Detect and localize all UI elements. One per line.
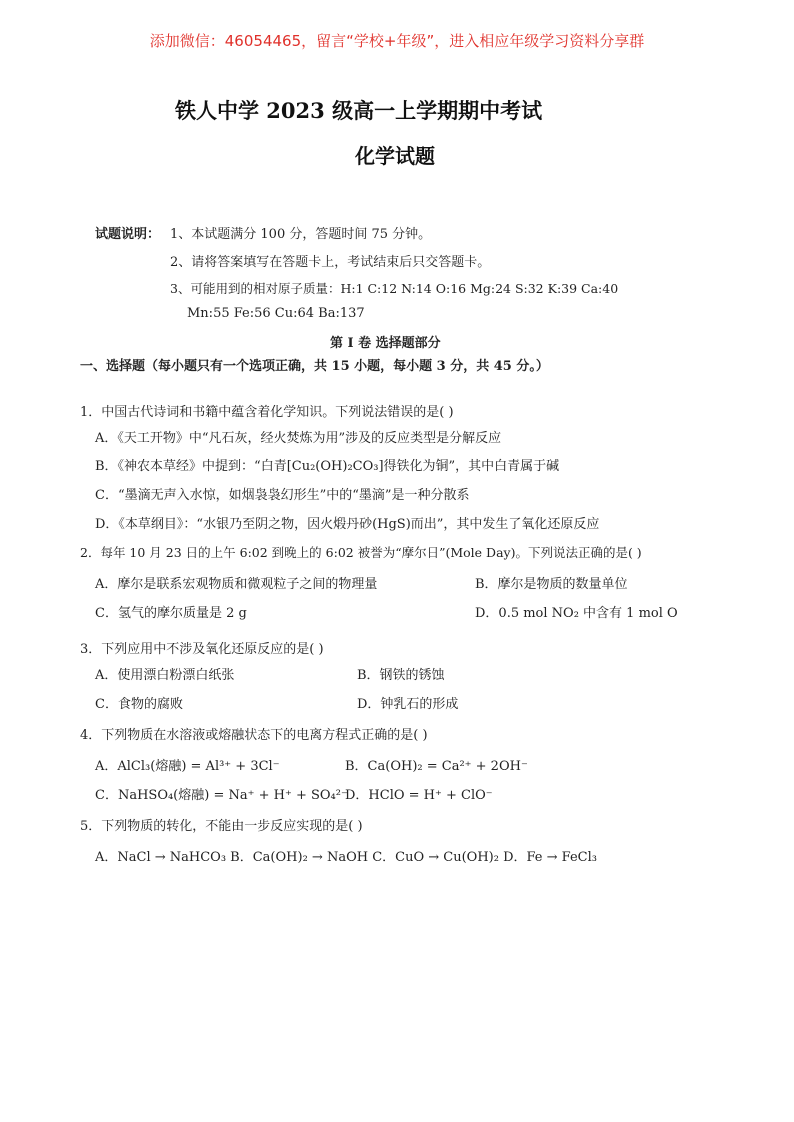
part1-heading: 一、选择题（每小题只有一个选项正确，共 15 小题，每小题 3 分，共 45 分。） (80, 359, 549, 374)
question-stem: 4．下列物质在水溶液或熔融状态下的电离方程式正确的是( ) (80, 728, 428, 743)
exam-title: 铁人中学 2023 级高一上学期期中考试 (175, 98, 543, 123)
option-a: A．《天工开物》中“凡石灰，经火焚炼为用”涉及的反应类型是分解反应 (95, 431, 502, 446)
question-stem: 5．下列物质的转化，不能由一步反应实现的是( ) (80, 819, 363, 834)
option-c: C．氢气的摩尔质量是 2 g (95, 606, 247, 621)
exam-subtitle: 化学试题 (355, 144, 435, 168)
instructions-label: 试题说明： (95, 227, 161, 242)
option-b: B．《神农本草经》中提到：“白青[Cu₂(OH)₂CO₃]得铁化为铜”，其中白青属于碱 (95, 459, 560, 474)
option-c: C．食物的腐败 (95, 697, 183, 712)
option-a: A．摩尔是联系宏观物质和微观粒子之间的物理量 (95, 577, 378, 592)
question-stem: 3．下列应用中不涉及氧化还原反应的是( ) (80, 642, 324, 657)
option-c: C．“墨滴无声入水惊，如烟袅袅幻形生”中的“墨滴”是一种分散系 (95, 488, 470, 503)
option-d: D．《本草纲目》：“水银乃至阴之物，因火煅丹砂(HgS)而出”，其中发生了氧化还原反应 (95, 517, 600, 532)
instruction-item-3-continued: Mn:55 Fe:56 Cu:64 Ba:137 (187, 306, 365, 321)
question-stem: 2．每年 10 月 23 日的上午 6:02 到晚上的 6:02 被誉为“摩尔日”(Mole Day)。下列说法正确的是( ) (80, 545, 642, 560)
instruction-item-3: 3、可能用到的相对原子质量：H:1 C:12 N:14 O:16 Mg:24 S:32 K:39 Ca:40 (170, 281, 619, 296)
option-d: D．钟乳石的形成 (357, 697, 459, 712)
option-a: A．AlCl₃(熔融) = Al³⁺ + 3Cl⁻ (95, 759, 280, 774)
option-c: C．NaHSO₄(熔融) = Na⁺ + H⁺ + SO₄²⁻ (95, 788, 348, 803)
options-row: A．NaCl → NaHCO₃ B．Ca(OH)₂ → NaOH C．CuO → Cu(OH)₂ D．Fe → FeCl₃ (95, 850, 597, 865)
instruction-item-1: 1、本试题满分 100 分，答题时间 75 分钟。 (170, 227, 432, 242)
option-d: D．HClO = H⁺ + ClO⁻ (345, 788, 493, 803)
option-b: B．Ca(OH)₂ = Ca²⁺ + 2OH⁻ (345, 759, 528, 774)
instruction-item-2: 2、请将答案填写在答题卡上，考试结束后只交答题卡。 (170, 255, 491, 270)
option-b: B．摩尔是物质的数量单位 (475, 577, 628, 592)
promo-banner: 添加微信：46054465，留言“学校+年级”，进入相应年级学习资料分享群 (149, 32, 645, 50)
question-stem: 1．中国古代诗词和书籍中蕴含着化学知识。下列说法错误的是( ) (80, 405, 454, 420)
option-a: A．使用漂白粉漂白纸张 (95, 668, 235, 683)
option-b: B．钢铁的锈蚀 (357, 668, 445, 683)
section-title: 第 I 卷 选择题部分 (330, 336, 441, 351)
option-d: D．0.5 mol NO₂ 中含有 1 mol O (475, 606, 678, 621)
